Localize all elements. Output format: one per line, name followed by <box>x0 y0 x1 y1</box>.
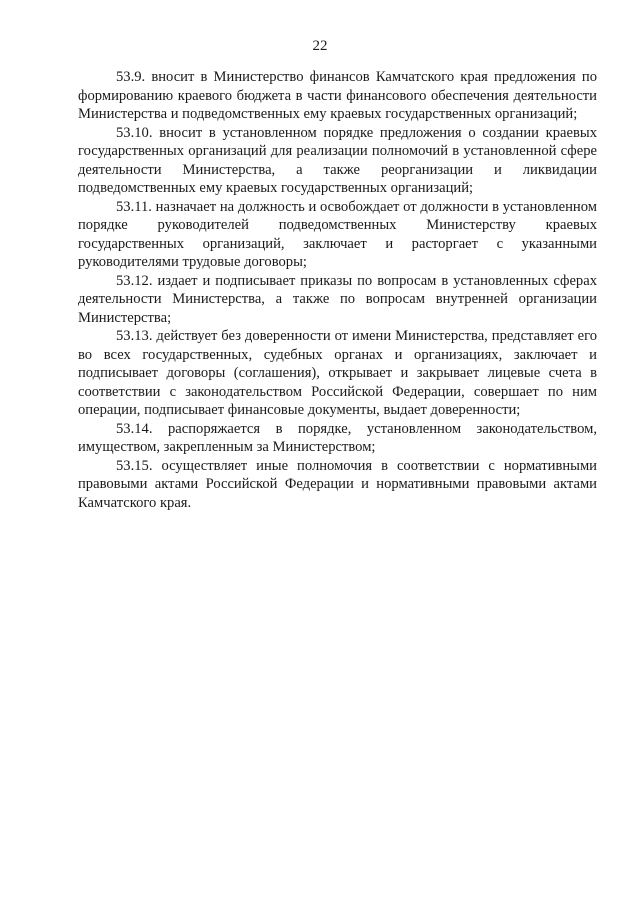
paragraph-53-10: 53.10. вносит в установленном порядке предложения о создании краевых государственных организаций для реализации полномочий в установленной сфере деятельности Министерства, а также реорганизации и ликвидации подведомственных ему краевых государственных организаций; <box>78 124 597 196</box>
paragraph-53-12: 53.12. издает и подписывает приказы по вопросам в установленных сферах деятельности Министерства, а также по вопросам внутренней организации Министерства; <box>78 272 597 326</box>
document-body <box>78 68 597 512</box>
paragraph-53-14: 53.14. распоряжается в порядке, установленном законодательством, имуществом, закрепленным за Министерством; <box>78 420 597 455</box>
page-number: 22 <box>312 38 328 54</box>
paragraph-53-9: 53.9. вносит в Министерство финансов Камчатского края предложения по формированию краевого бюджета в части финансового обеспечения деятельности Министерства и подведомственных ему краевых государственных организаций; <box>78 69 597 122</box>
paragraph-53-13: 53.13. действует без доверенности от имени Министерства, представляет его во всех государственных, судебных органах и организациях, заключает и подписывает договоры (соглашения), открывает и закрывает лицевые счета в соответствии с законодательством Российской Федерации, совершает по ним операции, подписывает финансовые документы, выдает доверенности; <box>78 328 597 418</box>
paragraph-53-11: 53.11. назначает на должность и освобождает от должности в установленном порядке руководителей подведомственных Министерству краевых государственных организаций, заключает и расторгает с указанными руководителями трудовые договоры; <box>78 198 597 270</box>
paragraph-53-15: 53.15. осуществляет иные полномочия в соответствии с нормативными правовыми актами Российской Федерации и нормативными правовыми актами Камчатского края. <box>78 457 597 511</box>
